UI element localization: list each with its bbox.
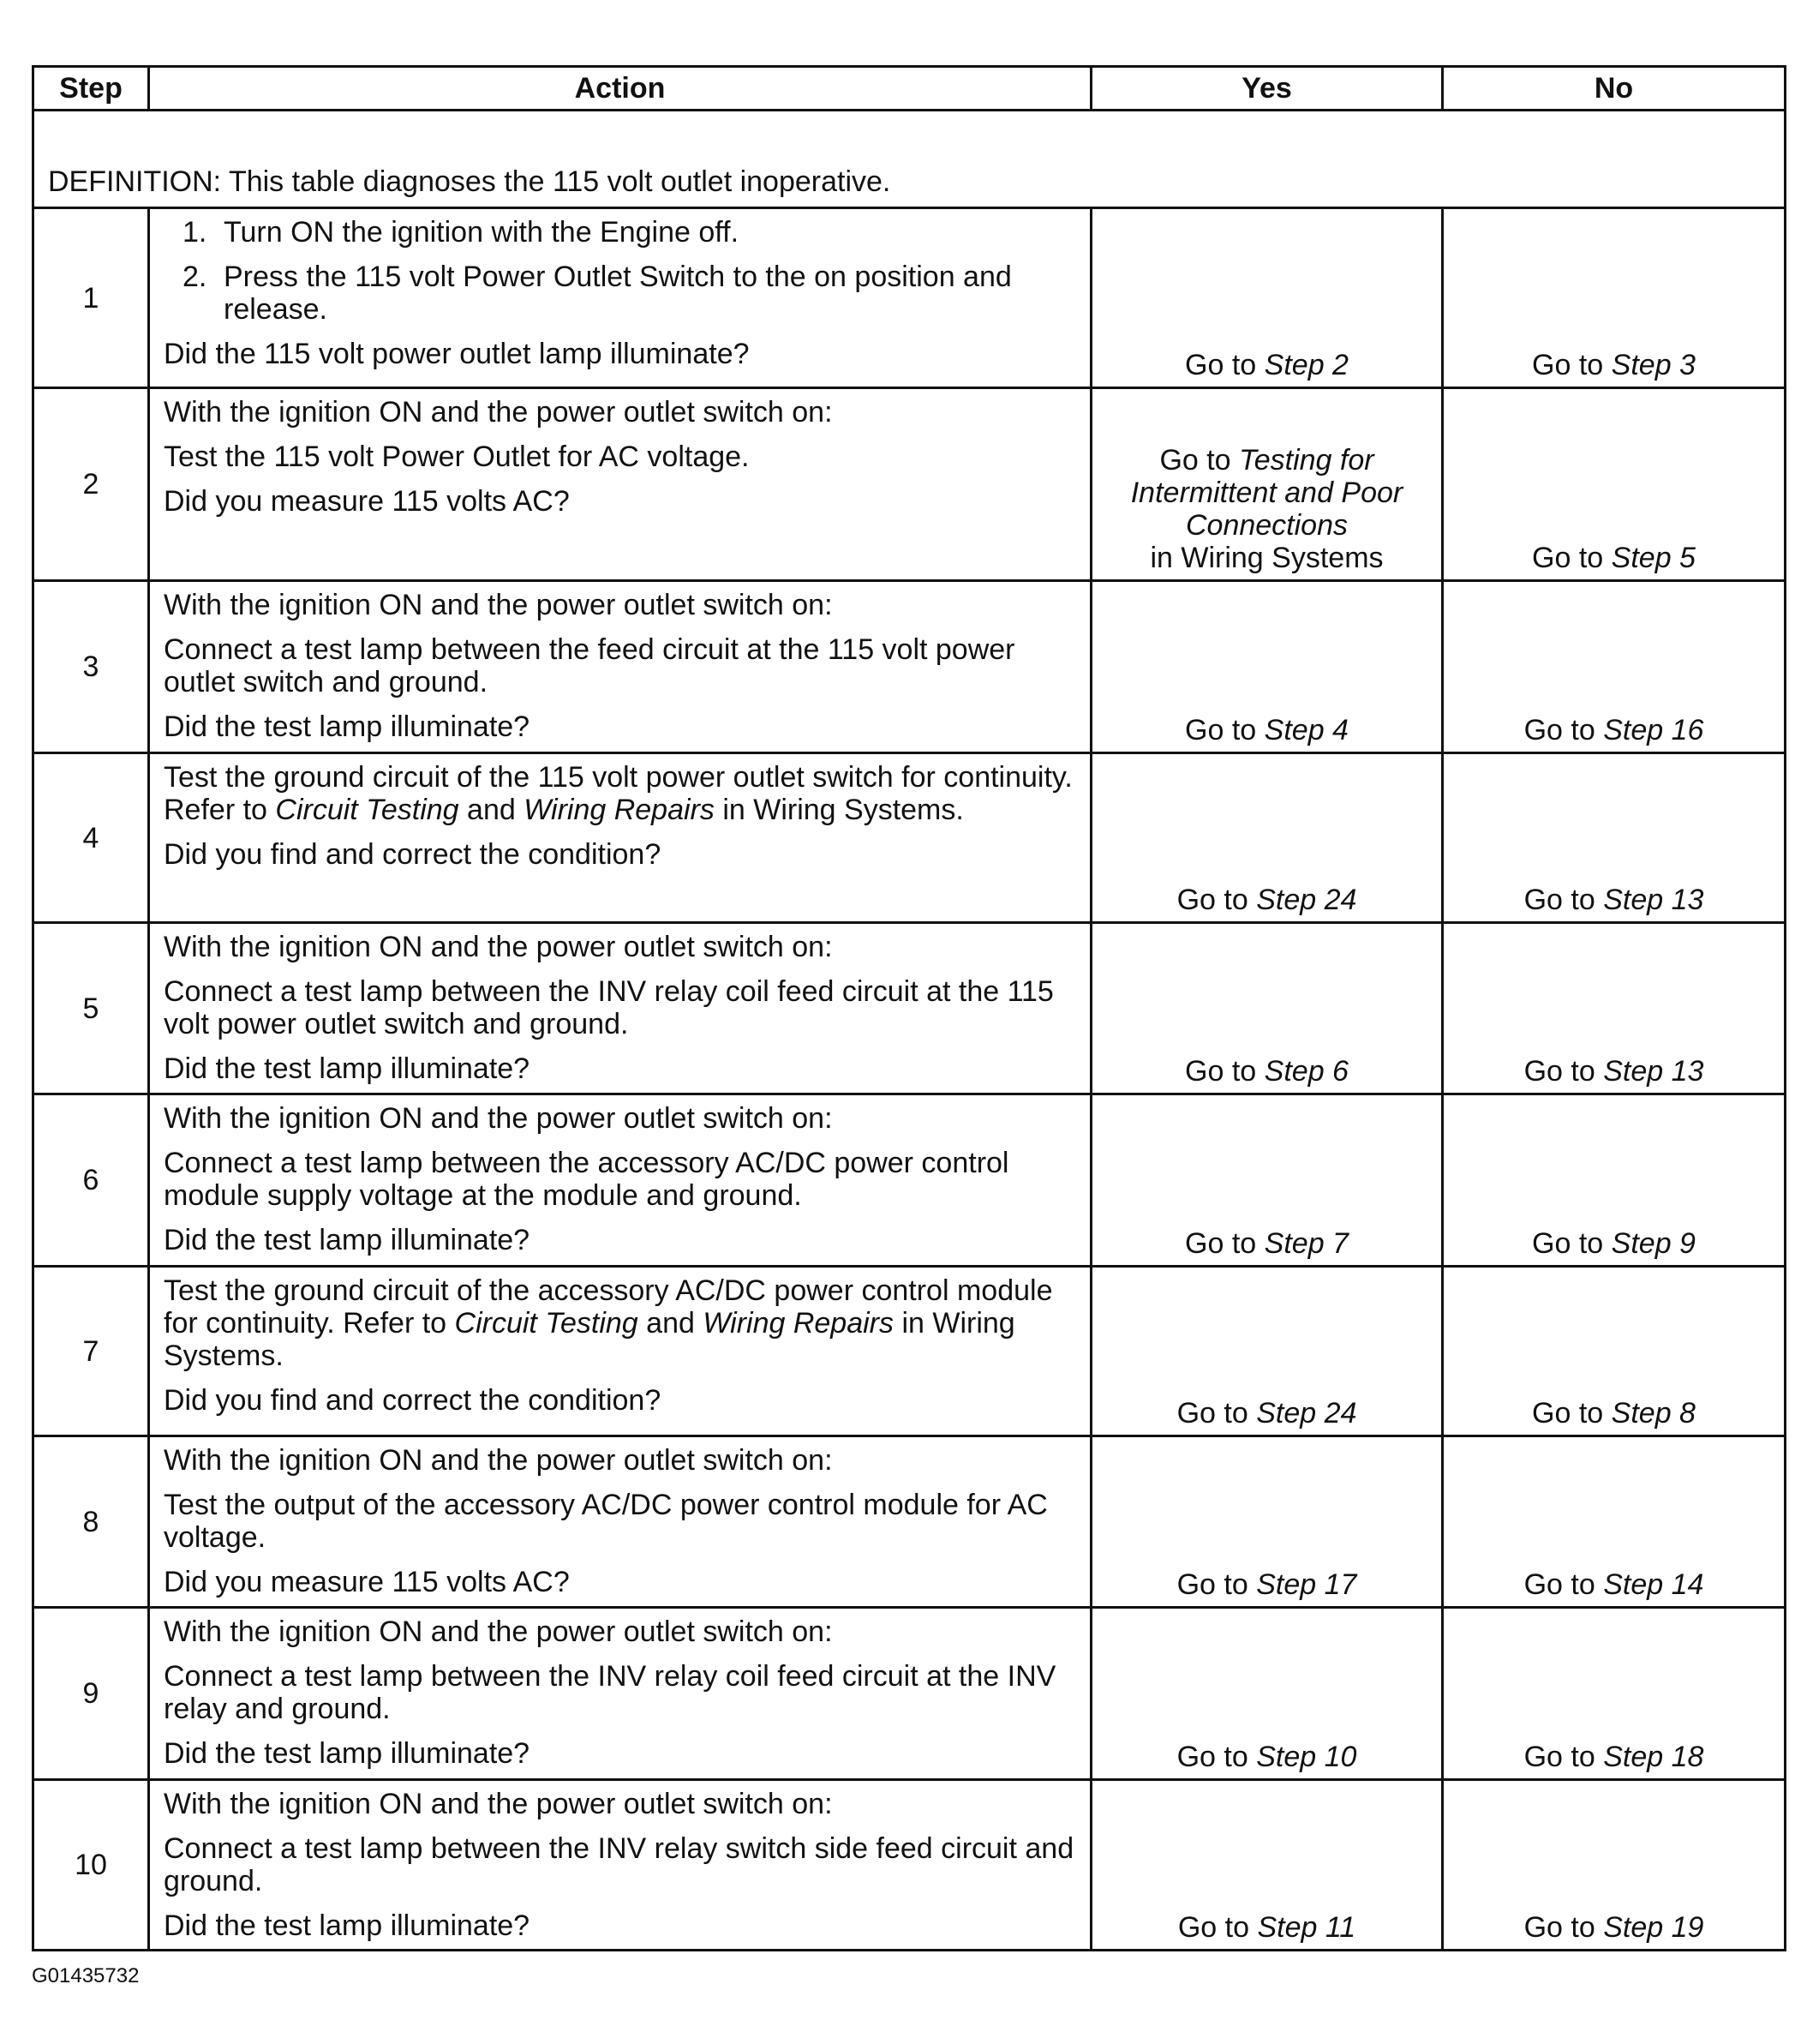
table-row [33, 388, 1786, 581]
step-number: 5 [33, 923, 149, 1094]
question: Did the test lamp illuminate? [164, 1224, 530, 1256]
question: Did the 115 volt power outlet lamp illuminate? [164, 338, 750, 370]
sub-step: 1. Turn ON the ignition with the Engine off. [182, 216, 739, 249]
yes-result: Go to Step 24 [1092, 1267, 1443, 1436]
sub-step: 2. Press the 115 volt Power Outlet Switch to the on position and release. [182, 261, 1012, 326]
table-row [33, 1780, 1786, 1951]
step-number: 4 [33, 753, 149, 923]
diagnostic-table [32, 65, 1786, 1951]
yes-result: Go to Step 6 [1092, 923, 1443, 1094]
no-result: Go to Step 19 [1443, 1780, 1786, 1951]
no-result: Go to Step 16 [1443, 581, 1786, 753]
action-cell: With the ignition ON and the power outlet switch on: Connect a test lamp between the INV relay coil feed circuit at the 115 volt power outlet switch and ground. Did the test lamp illuminate? [149, 923, 1092, 1094]
action-cell [149, 208, 1092, 388]
no-result: Go to Step 3 [1443, 208, 1786, 388]
no-result: Go to Step 18 [1443, 1608, 1786, 1780]
yes-result: Go to Testing for Intermittent and Poor Connections in Wiring Systems [1092, 388, 1443, 581]
no-result: Go to Step 14 [1443, 1436, 1786, 1608]
step-number: 7 [33, 1267, 149, 1436]
table-row [33, 1267, 1786, 1436]
action-cell: With the ignition ON and the power outlet switch on: Connect a test lamp between the INV relay switch side feed circuit and ground. Did the test lamp illuminate? [149, 1780, 1092, 1951]
action-cell: With the ignition ON and the power outlet switch on: Connect a test lamp between the INV relay coil feed circuit at the INV relay and ground. Did the test lamp illuminate? [149, 1608, 1092, 1780]
step-number: 10 [33, 1780, 149, 1951]
definition-text: DEFINITION: This table diagnoses the 115 volt outlet inoperative. [48, 165, 891, 198]
definition-row [33, 111, 1786, 208]
yes-result: Go to Step 4 [1092, 581, 1443, 753]
table-row [33, 1094, 1786, 1267]
action-cell: Test the ground circuit of the accessory AC/DC power control module for continuity. Refer to Circuit Testing and Wiring Repairs in Wiring Systems. Did you find and correct the condition? [149, 1267, 1092, 1436]
no-result: Go to Step 13 [1443, 923, 1786, 1094]
action-cell: With the ignition ON and the power outlet switch on: Test the output of the accessory AC/DC power control module for AC voltage. Did you measure 115 volts AC? [149, 1436, 1092, 1608]
question: Did you measure 115 volts AC? [164, 485, 570, 518]
table-row [33, 753, 1786, 923]
yes-result: Go to Step 2 [1092, 208, 1443, 388]
action-cell: With the ignition ON and the power outlet switch on: Connect a test lamp between the accessory AC/DC power control module supply voltage at the module and ground. Did the test lamp illuminate? [149, 1094, 1092, 1267]
table-row [33, 1436, 1786, 1608]
step-number: 8 [33, 1436, 149, 1608]
yes-result: Go to Step 17 [1092, 1436, 1443, 1608]
header-step: Step [33, 67, 149, 111]
header-action: Action [149, 67, 1092, 111]
step-number: 9 [33, 1608, 149, 1780]
question: Did the test lamp illuminate? [164, 710, 530, 743]
table-row [33, 923, 1786, 1094]
table-row [33, 581, 1786, 753]
question: Did you find and correct the condition? [164, 1384, 661, 1417]
header-row [33, 67, 1786, 111]
action-cell: Test the ground circuit of the 115 volt power outlet switch for continuity. Refer to Circuit Testing and Wiring Repairs in Wiring Systems. Did you find and correct the condition? [149, 753, 1092, 923]
yes-result: Go to Step 7 [1092, 1094, 1443, 1267]
question: Did the test lamp illuminate? [164, 1909, 530, 1942]
figure-id: G01435732 [32, 1964, 140, 1987]
question: Did the test lamp illuminate? [164, 1737, 530, 1770]
step-number: 1 [33, 208, 149, 388]
action-cell: With the ignition ON and the power outlet switch on: Connect a test lamp between the feed circuit at the 115 volt power outlet switch and ground. Did the test lamp illuminate? [149, 581, 1092, 753]
header-yes: Yes [1092, 67, 1443, 111]
step-number: 6 [33, 1094, 149, 1267]
question: Did the test lamp illuminate? [164, 1052, 530, 1085]
no-result: Go to Step 13 [1443, 753, 1786, 923]
no-result: Go to Step 5 [1443, 388, 1786, 581]
yes-result: Go to Step 11 [1092, 1780, 1443, 1951]
no-result: Go to Step 8 [1443, 1267, 1786, 1436]
question: Did you find and correct the condition? [164, 838, 661, 871]
yes-result: Go to Step 10 [1092, 1608, 1443, 1780]
step-number: 2 [33, 388, 149, 581]
table-row [33, 1608, 1786, 1780]
question: Did you measure 115 volts AC? [164, 1566, 570, 1598]
step-number: 3 [33, 581, 149, 753]
no-result: Go to Step 9 [1443, 1094, 1786, 1267]
table-row [33, 208, 1786, 388]
action-cell: With the ignition ON and the power outlet switch on: Test the 115 volt Power Outlet for AC voltage. Did you measure 115 volts AC? [149, 388, 1092, 581]
header-no: No [1443, 67, 1786, 111]
yes-result: Go to Step 24 [1092, 753, 1443, 923]
